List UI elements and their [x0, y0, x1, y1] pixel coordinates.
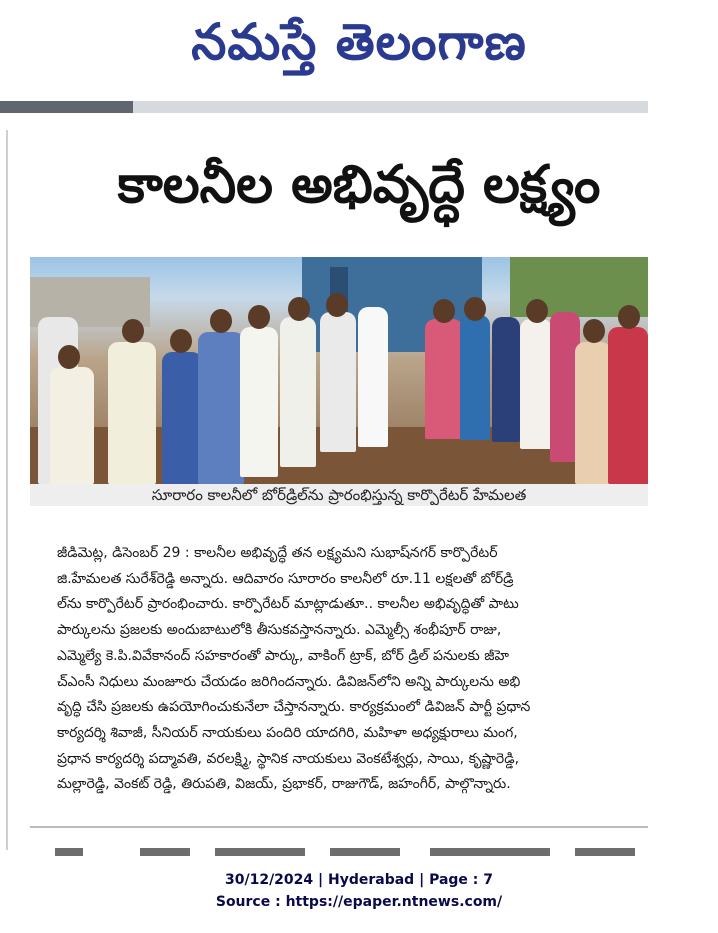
body-line: జి.హేమలత సురేశ్‌రెడ్డి అన్నారు. ఆదివారం సూరారం కాలనీలో రూ.11 లక్షలతో బోర్‌డ్రి [57, 570, 514, 587]
photo-head [248, 305, 270, 329]
photo-head [58, 345, 80, 369]
photo-head [326, 293, 348, 317]
photo-person [240, 327, 278, 477]
photo-head [288, 297, 310, 321]
article-bottom-rule [30, 826, 648, 828]
photo-person [50, 367, 94, 484]
body-line: వృద్ధి చేసి ప్రజలకు ఉపయోగించుకునేలా చేస్తానన్నారు. కార్యక్రమంలో డివిజన్ పార్టీ ప్రధాన [57, 699, 531, 716]
photo-person [108, 342, 156, 484]
article-body [57, 541, 649, 798]
body-line: ల్‌ను కార్పొరేటర్ ప్రారంభించారు. కార్పొరేటర్ మాట్లాడుతూ.. కాలనీల అభివృద్ధితో పాటు [57, 596, 519, 613]
photo-person [425, 319, 463, 439]
header-rule-dark [0, 101, 133, 113]
header-rule-light [133, 101, 648, 113]
photo-person [575, 342, 611, 484]
body-line: చ్ఎంసీ నిధులు మంజూరు చేయడం జరిగిందన్నారు. డివిజన్‌లోని అన్ని పార్కులను అభి [57, 673, 521, 690]
photo-person [358, 307, 388, 447]
photo-head [210, 309, 232, 333]
photo-person [320, 312, 356, 452]
clipped-text-fragment [430, 848, 550, 856]
body-line: ఎమ్మెల్యే కె.పి.వివేకానంద్ సహకారంతో పార్కు, వాకింగ్ ట్రాక్, బోర్ డ్రిల్ పనులకు జీహె [57, 647, 509, 664]
photo-person [460, 315, 490, 440]
photo-head [170, 329, 192, 353]
photo-person [608, 327, 648, 484]
photo-person [492, 317, 520, 442]
photo-head [583, 319, 605, 343]
edition-info: 30/12/2024 | Hyderabad | Page : 7 [224, 872, 494, 888]
article-headline: కాలనీల అభివృద్ధే లక్ష్యం [117, 155, 601, 215]
body-line: పార్కులను ప్రజలకు అందుబాటులోకి తీసుకవస్తానన్నారు. ఎమ్మెల్సీ శంభీపూర్ రాజు, [57, 622, 502, 639]
photo-person [162, 352, 202, 484]
clipped-text-fragment [215, 848, 305, 856]
source-link[interactable]: Source : https://epaper.ntnews.com/ [215, 894, 503, 910]
column-divider [6, 130, 8, 850]
photo-person [198, 332, 244, 484]
photo-head [464, 297, 486, 321]
photo-head [526, 299, 548, 323]
photo-person [280, 317, 316, 467]
article-photo [30, 257, 648, 484]
photo-head [122, 319, 144, 343]
clipped-text-fragment [55, 848, 83, 856]
photo-person [520, 319, 552, 449]
clipped-text-fragment [575, 848, 635, 856]
body-line: ప్రధాన కార్యదర్శి పద్మావతి, వరలక్ష్మి, స్థానిక నాయకులు వెంకటేశ్వర్లు, సాయి, కృష్ణారెడ్డి, [57, 750, 520, 767]
masthead-logo: నమస్తే తెలంగాణ [191, 13, 527, 71]
clipped-text-fragment [140, 848, 190, 856]
photo-caption: సూరారం కాలనీలో బోర్‌డ్రిల్‌ను ప్రారంభిస్తున్న కార్పొరేటర్ హేమలత [30, 484, 648, 506]
body-line: జీడిమెట్ల, డిసెంబర్ 29 : కాలనీల అభివృద్ధే తన లక్ష్యమని సుభాష్‌నగర్ కార్పొరేటర్ [57, 545, 498, 561]
photo-head [618, 305, 640, 329]
body-line: మల్లారెడ్డి, వెంకట్ రెడ్డి, తిరుపతి, విజయ్, ప్రభాకర్, రాజుగౌడ్, జహంగీర్, పాల్గొన్నారు. [57, 776, 511, 793]
photo-head [433, 299, 455, 323]
body-line: కార్యదర్శి శివాజీ, సీనియర్ నాయకులు పందిరి యాదగిరి, మహిళా అధ్యక్షురాలు మంగ, [57, 724, 518, 741]
clipped-text-fragment [330, 848, 400, 856]
